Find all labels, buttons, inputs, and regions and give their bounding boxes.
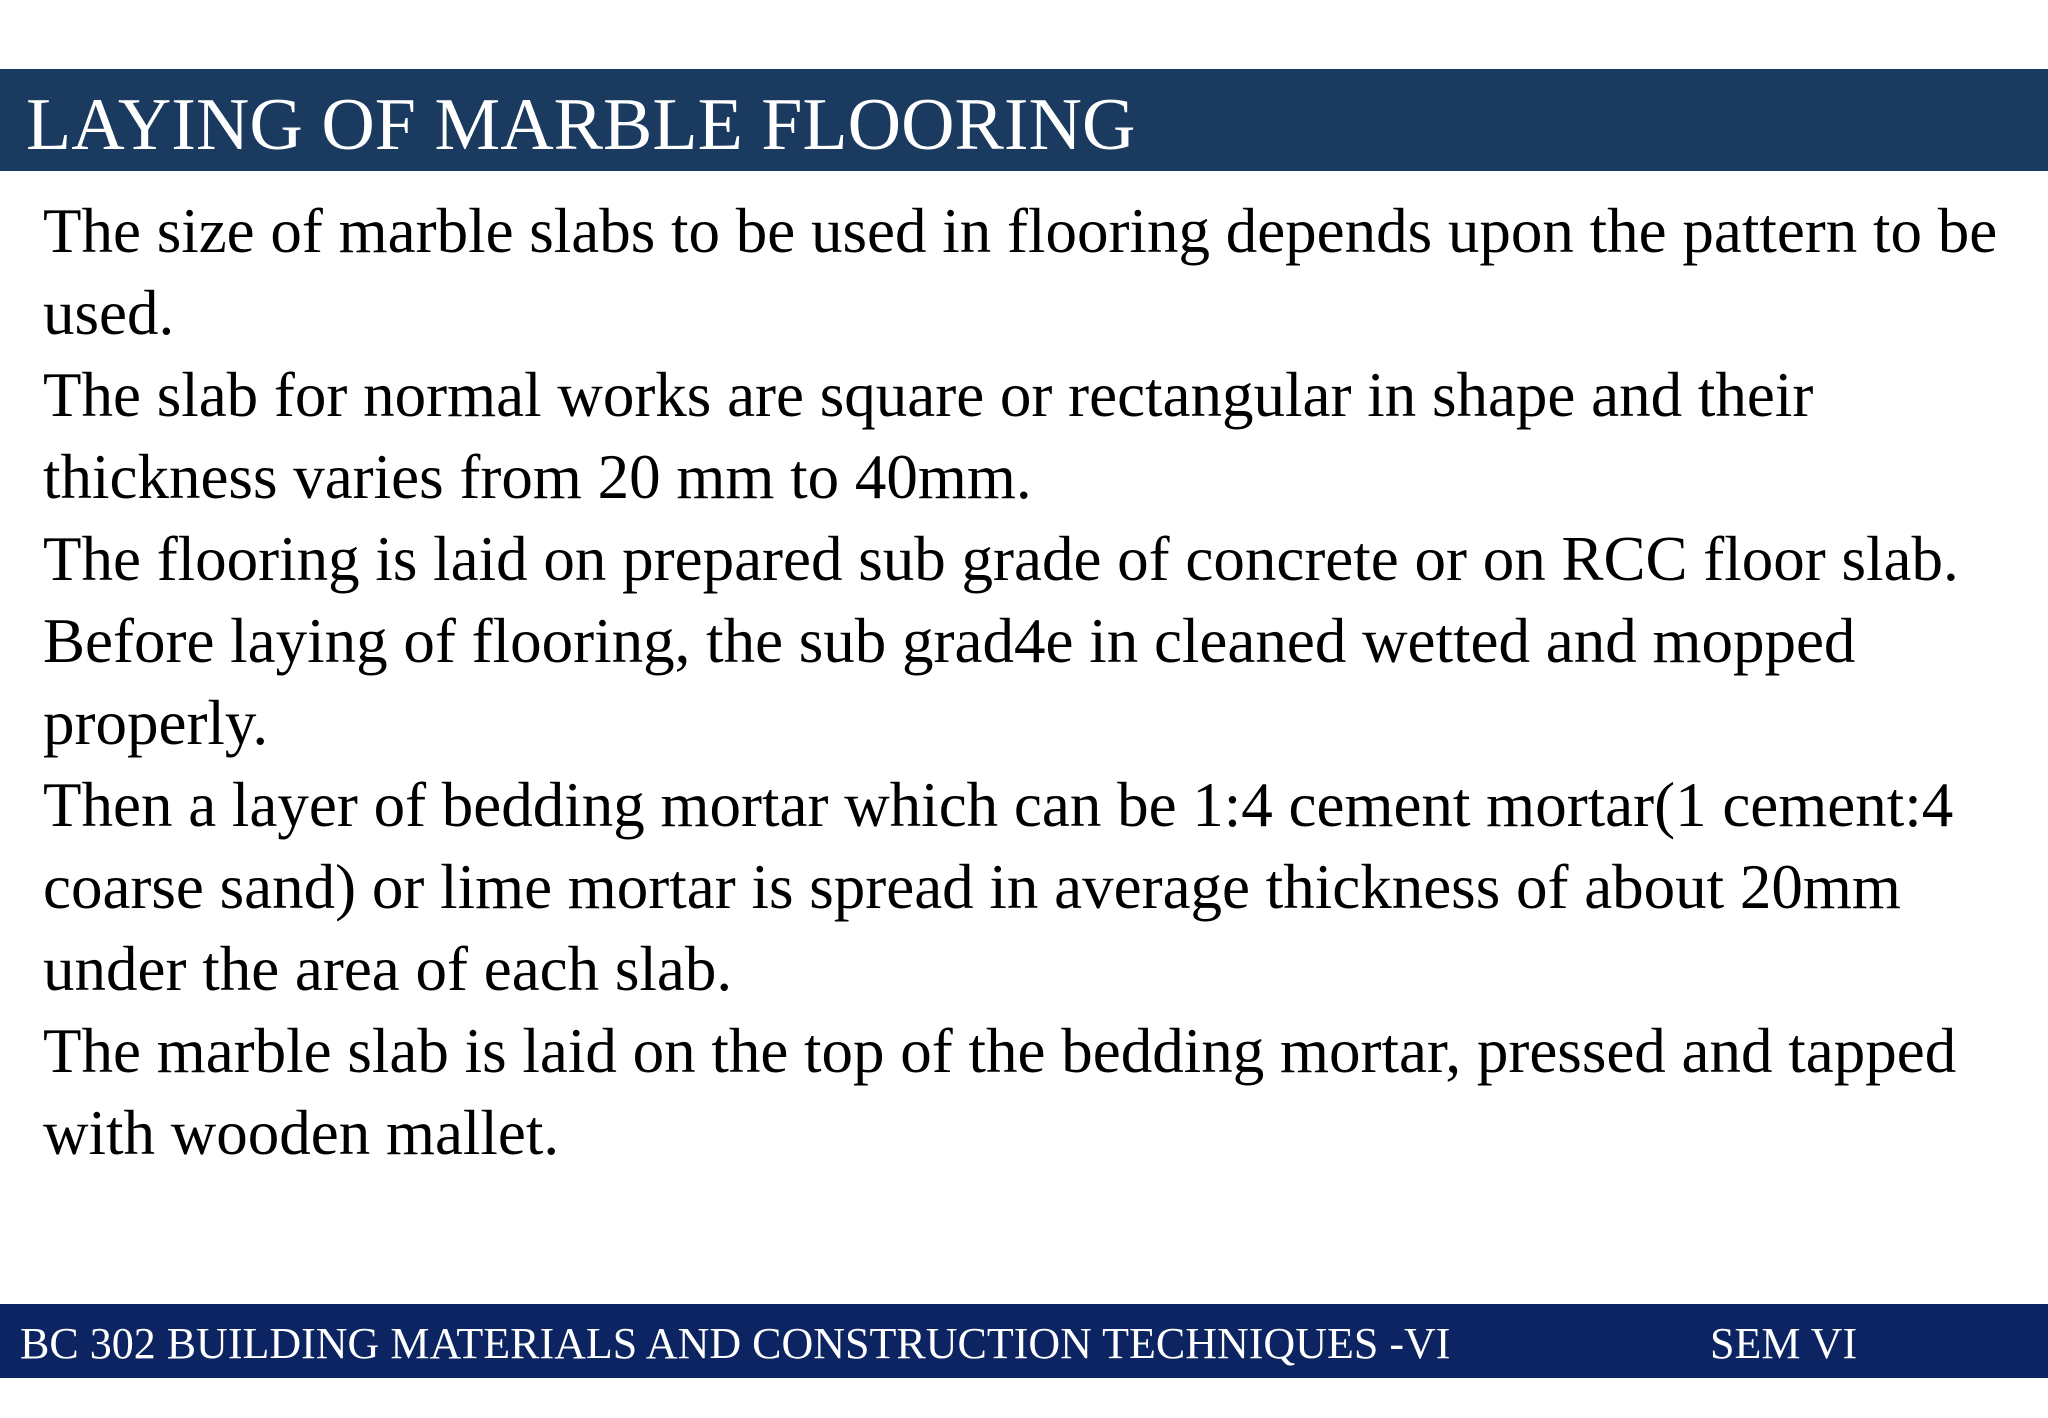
slide-title: LAYING OF MARBLE FLOORING xyxy=(26,84,1136,166)
slide-body xyxy=(43,190,2033,1174)
title-bar xyxy=(0,69,2048,171)
body-paragraph: The slab for normal works are square or rectangular in shape and their thickness varies from 20 mm to 40mm. xyxy=(43,360,1814,512)
body-paragraph: The flooring is laid on prepared sub grade of concrete or on RCC floor slab. xyxy=(43,524,1959,594)
footer-bar xyxy=(0,1304,2048,1378)
body-paragraph: The marble slab is laid on the top of the bedding mortar, pressed and tapped with wooden mallet. xyxy=(43,1016,1957,1168)
body-paragraph: Then a layer of bedding mortar which can be 1:4 cement mortar(1 cement:4 coarse sand) or lime mortar is spread in average thickness of about 20mm under the area of each slab. xyxy=(43,770,1954,1004)
footer-course-title: BC 302 BUILDING MATERIALS AND CONSTRUCTION TECHNIQUES -VI xyxy=(20,1319,1451,1368)
body-paragraph: The size of marble slabs to be used in flooring depends upon the pattern to be used. xyxy=(43,196,1998,348)
footer-semester: SEM VI xyxy=(1710,1319,1858,1368)
body-paragraph: Before laying of flooring, the sub grad4e in cleaned wetted and mopped properly. xyxy=(43,606,1856,758)
